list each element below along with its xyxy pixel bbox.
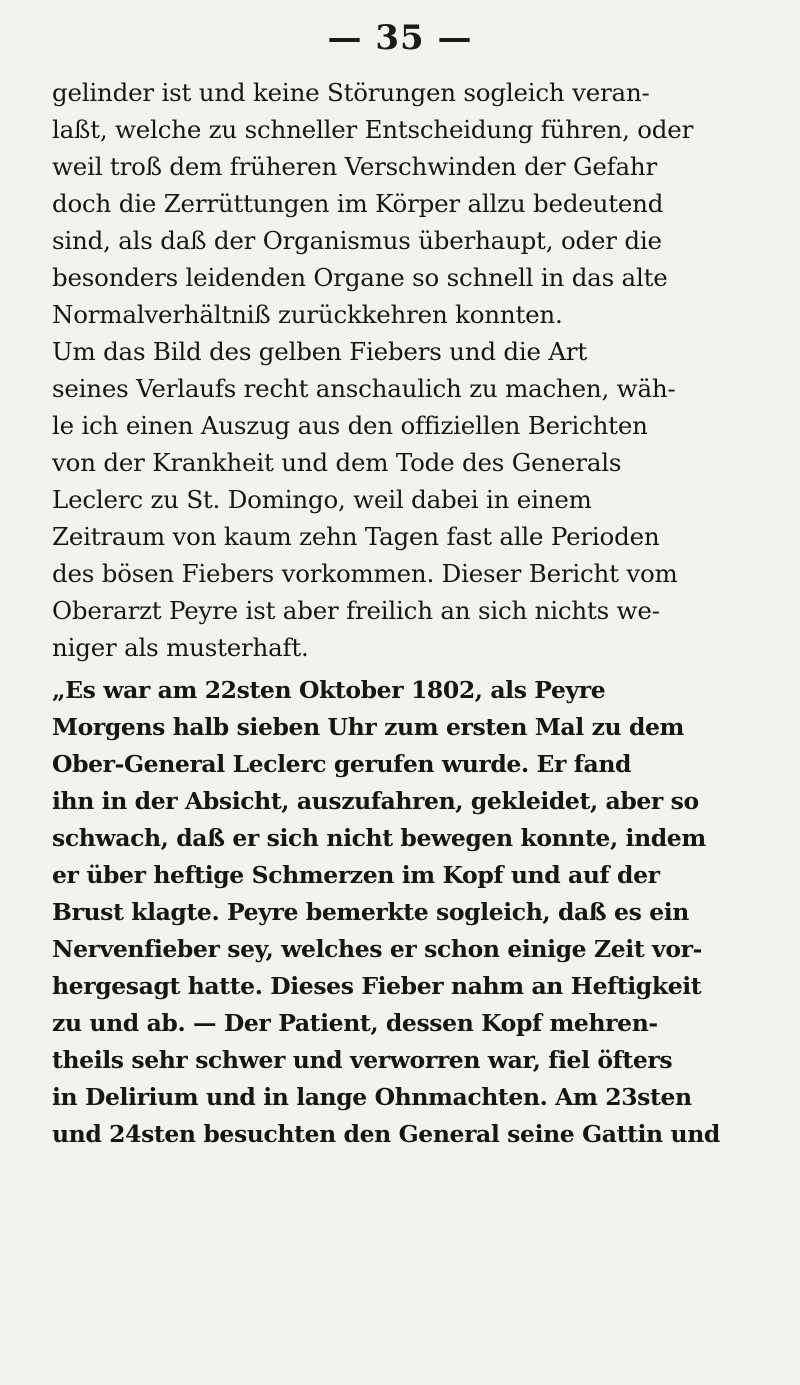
text-line: Zeitraum von kaum zehn Tagen fast alle Perioden (52, 522, 660, 551)
text-line: Ober-General Leclerc gerufen wurde. Er fand (52, 750, 632, 778)
text-line: des bösen Fiebers vorkommen. Dieser Bericht vom (52, 559, 678, 588)
text-line: le ich einen Auszug aus den offiziellen Berichten (52, 411, 648, 440)
text-line: von der Krankheit und dem Tode des Generals (52, 448, 622, 477)
text-line: niger als musterhaft. (52, 633, 309, 662)
text-line: ihn in der Absicht, auszufahren, gekleidet, aber so (52, 787, 699, 815)
text-line: er über heftige Schmerzen im Kopf und auf der (52, 861, 660, 889)
quoted-report (52, 672, 772, 1153)
text-line: Leclerc zu St. Domingo, weil dabei in einem (52, 485, 592, 514)
text-line: zu und ab. — Der Patient, dessen Kopf mehren- (52, 1009, 658, 1037)
text-line: Oberarzt Peyre ist aber freilich an sich nichts we- (52, 596, 660, 625)
text-line: gelinder ist und keine Störungen sogleich veran- (52, 78, 650, 107)
text-line: hergesagt hatte. Dieses Fieber nahm an Heftigkeit (52, 972, 702, 1000)
paragraph-2 (52, 333, 772, 666)
body-text (52, 74, 772, 1153)
text-line: theils sehr schwer und verworren war, fiel öfters (52, 1046, 673, 1074)
text-line: Brust klagte. Peyre bemerkte sogleich, daß es ein (52, 898, 689, 926)
text-line: Morgens halb sieben Uhr zum ersten Mal zu dem (52, 713, 685, 741)
text-line: Normalverhältniß zurückkehren konnten. (52, 300, 563, 329)
text-line: in Delirium und in lange Ohnmachten. Am 23sten (52, 1083, 692, 1111)
text-line: sind, als daß der Organismus überhaupt, oder die (52, 226, 662, 255)
text-line: laßt, welche zu schneller Entscheidung führen, oder (52, 115, 694, 144)
paragraph-1 (52, 74, 772, 333)
text-line: Um das Bild des gelben Fiebers und die Art (52, 337, 588, 366)
text-line: Nervenfieber sey, welches er schon einige Zeit vor- (52, 935, 702, 963)
text-line: doch die Zerrüttungen im Körper allzu bedeutend (52, 189, 664, 218)
text-line: seines Verlaufs recht anschaulich zu machen, wäh- (52, 374, 676, 403)
text-line: und 24sten besuchten den General seine Gattin und (52, 1120, 720, 1148)
text-line: schwach, daß er sich nicht bewegen konnte, indem (52, 824, 706, 852)
text-line: weil troß dem früheren Verschwinden der Gefahr (52, 152, 657, 181)
page-number: — 35 — (327, 18, 473, 58)
text-line: besonders leidenden Organe so schnell in das alte (52, 263, 668, 292)
text-line: „Es war am 22sten Oktober 1802, als Peyre (52, 676, 606, 704)
